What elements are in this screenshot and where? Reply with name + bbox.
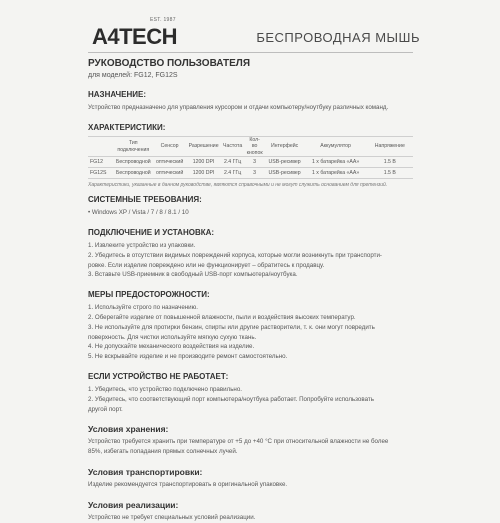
specs-header-cell: Напряжение bbox=[367, 136, 413, 157]
logo-est-label: EST. 1987 bbox=[150, 17, 176, 23]
purpose-text: Устройство предназначено для управления курсором и отдачи компьютеру/ноутбуку различных команд. bbox=[88, 104, 389, 111]
disposal-text: Устройство не требует специальных условий реализации. bbox=[88, 513, 256, 521]
specs-header-cell: Аккумулятор bbox=[305, 136, 367, 157]
list-item: 1. Убедитесь, что устройство подключено правильно. bbox=[88, 386, 243, 394]
transport-text: Изделие рекомендуется транспортировать в оригинальной упаковке. bbox=[88, 481, 288, 489]
list-item: другой порт. bbox=[88, 405, 123, 413]
table-cell: Беспроводной bbox=[114, 168, 153, 179]
system-title: СИСТЕМНЫЕ ТРЕБОВАНИЯ: bbox=[88, 195, 202, 205]
list-item: поверхность. Для чистки используйте мягкую сухую ткань. bbox=[88, 333, 257, 341]
brand-logo: A4TECH bbox=[92, 24, 178, 49]
product-name: БЕСПРОВОДНАЯ МЫШЬ bbox=[256, 30, 420, 45]
transport-title: Условия транспортировки: bbox=[88, 467, 203, 478]
table-cell: 3 bbox=[245, 157, 265, 168]
storage-text-line: 85%, избегать попадания прямых солнечных лучей. bbox=[88, 448, 238, 456]
table-cell: 2.4 ГГц bbox=[221, 157, 245, 168]
table-cell: 1 х батарейка «AA» bbox=[305, 157, 367, 168]
table-cell: 1 х батарейка «AA» bbox=[305, 168, 367, 179]
connection-title: ПОДКЛЮЧЕНИЕ И УСТАНОВКА: bbox=[88, 228, 215, 238]
specs-header-row bbox=[88, 136, 413, 157]
specs-header-cell: Разрешение bbox=[187, 136, 221, 157]
specs-header-cell: Интерфейс bbox=[265, 136, 305, 157]
disposal-title: Условия реализации: bbox=[88, 499, 179, 510]
specs-header-cell: Тип подключения bbox=[114, 136, 153, 157]
list-item: 3. Не используйте для протирки бензин, спирты или другие растворители, т. к. они могут повредить bbox=[88, 323, 375, 331]
guide-title: РУКОВОДСТВО ПОЛЬЗОВАТЕЛЯ bbox=[88, 58, 251, 69]
list-item: 3. Вставьте USB-приемник в свободный USB-порт компьютера/ноутбука. bbox=[88, 271, 298, 279]
table-cell: 3 bbox=[245, 168, 265, 179]
header-divider bbox=[88, 52, 413, 53]
table-cell: USB-ресивер bbox=[265, 168, 305, 179]
list-item: 2. Убедитесь, что соответствующий порт компьютера/ноутбука работает. Попробуйте использовать bbox=[88, 395, 374, 403]
table-cell: 1200 DPI bbox=[187, 157, 221, 168]
table-cell: FG12 bbox=[88, 157, 114, 168]
storage-title: Условия хранения: bbox=[88, 424, 169, 435]
table-cell: 1200 DPI bbox=[187, 168, 221, 179]
troubleshoot-title: ЕСЛИ УСТРОЙСТВО НЕ РАБОТАЕТ: bbox=[88, 372, 229, 382]
specs-title: ХАРАКТЕРИСТИКИ: bbox=[88, 122, 166, 132]
table-cell: 2.4 ГГц bbox=[221, 168, 245, 179]
specs-table bbox=[88, 136, 413, 180]
list-item: 2. Оберегайте изделие от повышенной влажности, пыли и воздействия высоких температур. bbox=[88, 314, 356, 322]
list-item: 1. Извлеките устройство из упаковки. bbox=[88, 242, 196, 250]
specs-note: Характеристики, указанные в данном руководстве, являются справочными и не могут служить основанием для претензий. bbox=[88, 182, 388, 189]
table-row bbox=[88, 157, 413, 168]
header bbox=[0, 0, 500, 50]
table-cell: USB-ресивер bbox=[265, 157, 305, 168]
storage-text-line: Устройство требуется хранить при температуре от +5 до +40 °С при относительной влажности не более bbox=[88, 438, 389, 446]
specs-header-cell: Кол-во кнопок bbox=[245, 136, 265, 157]
table-cell: оптический bbox=[153, 157, 187, 168]
specs-header-cell: Частота bbox=[221, 136, 245, 157]
precautions-title: МЕРЫ ПРЕДОСТОРОЖНОСТИ: bbox=[88, 290, 210, 300]
list-item: 2. Убедитесь в отсутствии видимых повреждений корпуса, которые могли возникнуть при транспорти- bbox=[88, 251, 382, 259]
table-cell: оптический bbox=[153, 168, 187, 179]
table-cell: FG12S bbox=[88, 168, 114, 179]
system-text: • Windows XP / Vista / 7 / 8 / 8.1 / 10 bbox=[88, 209, 189, 217]
list-item: ровке. Если изделие повреждено или не функционирует – обратитесь к продавцу. bbox=[88, 261, 325, 269]
list-item: 1. Используйте строго по назначению. bbox=[88, 304, 198, 312]
list-item: 4. Не допускайте механического воздействия на изделие. bbox=[88, 343, 255, 351]
specs-header-cell bbox=[88, 136, 114, 157]
content bbox=[88, 58, 413, 523]
guide-models: для моделей: FG12, FG12S bbox=[88, 72, 178, 79]
table-row bbox=[88, 168, 413, 179]
purpose-title: НАЗНАЧЕНИЕ: bbox=[88, 90, 146, 99]
specs-header-cell: Сенсор bbox=[153, 136, 187, 157]
list-item: 5. Не вскрывайте изделие и не производите ремонт самостоятельно. bbox=[88, 353, 288, 361]
table-cell: 1.5 В bbox=[367, 157, 413, 168]
table-cell: 1.5 В bbox=[367, 168, 413, 179]
table-cell: Беспроводной bbox=[114, 157, 153, 168]
